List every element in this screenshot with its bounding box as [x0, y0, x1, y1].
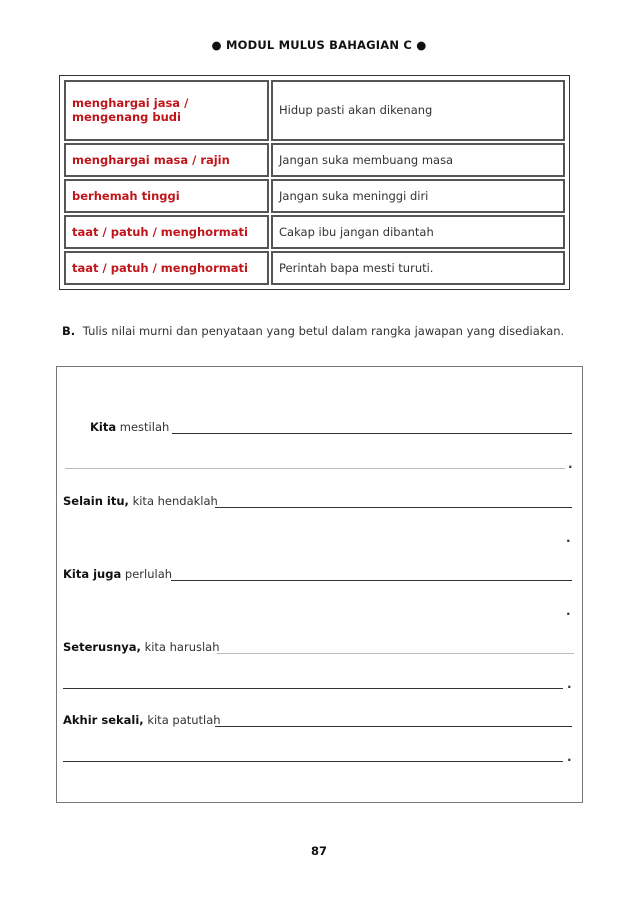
section-b-instruction: [62, 324, 582, 338]
page-header-title: ● MODUL MULUS BAHAGIAN C ●: [211, 38, 427, 52]
full-stop: .: [567, 750, 572, 764]
answer-line-5-prompt: [63, 713, 221, 727]
answer-line-4-bold: Seterusnya,: [63, 640, 141, 654]
section-b-instruction-text: Tulis nilai murni dan penyataan yang betul dalam rangka jawapan yang disediakan.: [82, 324, 565, 338]
table-cell-statement: Hidup pasti akan dikenang: [271, 80, 565, 141]
answer-line-1-bold: Kita: [90, 420, 117, 434]
table-row: [64, 179, 565, 213]
page-number: 87: [310, 844, 327, 858]
table-cell-value: taat / patuh / menghormati: [64, 215, 269, 249]
section-b-label: B.: [62, 324, 76, 338]
answer-line-5-rest: kita patutlah: [147, 713, 221, 727]
answer-blank-1a[interactable]: [172, 433, 572, 434]
answer-frame: [56, 366, 583, 803]
table-cell-statement: Cakap ibu jangan dibantah: [271, 215, 565, 249]
answer-line-2-rest: kita hendaklah: [132, 494, 218, 508]
answer-blank-4b[interactable]: [63, 688, 563, 689]
full-stop: .: [566, 604, 571, 618]
table-cell-value: menghargai masa / rajin: [64, 143, 269, 177]
answer-line-5-bold: Akhir sekali,: [63, 713, 144, 727]
full-stop: .: [566, 531, 571, 545]
full-stop: .: [568, 457, 573, 471]
table-row: [64, 215, 565, 249]
answer-line-2-bold: Selain itu,: [63, 494, 129, 508]
answer-line-3-prompt: [63, 567, 172, 581]
answer-blank-5a[interactable]: [215, 726, 572, 727]
answer-blank-4a[interactable]: [217, 653, 574, 654]
table-cell-value: berhemah tinggi: [64, 179, 269, 213]
table-cell-value: menghargai jasa / mengenang budi: [64, 80, 269, 141]
values-table-grid: [62, 78, 567, 287]
table-row: [64, 143, 565, 177]
table-cell-value: taat / patuh / menghormati: [64, 251, 269, 285]
answer-blank-1b[interactable]: [65, 468, 565, 469]
answer-line-1-rest: mestilah: [119, 420, 170, 434]
answer-line-4-prompt: [63, 640, 220, 654]
answer-line-1-prompt: [90, 420, 169, 434]
values-table: [59, 75, 570, 290]
answer-line-3-bold: Kita juga: [63, 567, 122, 581]
answer-blank-3a[interactable]: [171, 580, 572, 581]
full-stop: .: [567, 677, 572, 691]
table-cell-statement: Jangan suka membuang masa: [271, 143, 565, 177]
answer-blank-2a[interactable]: [215, 507, 572, 508]
table-cell-statement: Perintah bapa mesti turuti.: [271, 251, 565, 285]
answer-blank-5b[interactable]: [63, 761, 563, 762]
table-cell-statement: Jangan suka meninggi diri: [271, 179, 565, 213]
table-row: [64, 251, 565, 285]
table-row: [64, 80, 565, 141]
answer-line-4-rest: kita haruslah: [144, 640, 220, 654]
answer-line-2-prompt: [63, 494, 218, 508]
answer-line-3-rest: perlulah: [124, 567, 173, 581]
